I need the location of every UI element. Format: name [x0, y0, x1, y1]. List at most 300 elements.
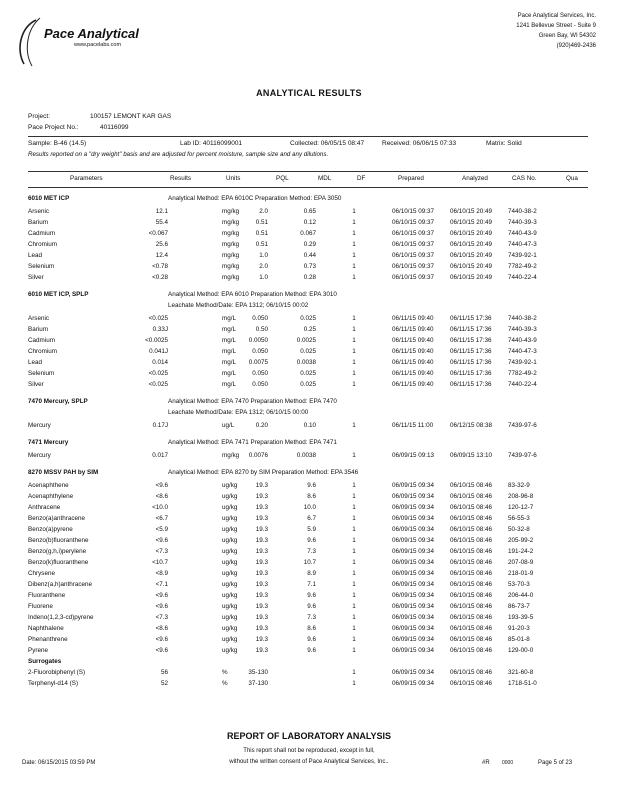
- cell-prepared: 06/09/15 09:34: [392, 482, 435, 489]
- cell-df: 1: [352, 493, 356, 500]
- cell-pql: 19.3: [255, 482, 268, 489]
- cell-df: 1: [352, 526, 356, 533]
- cell-analyzed: 06/10/15 08:46: [450, 614, 493, 621]
- cell-analyzed: 06/10/15 08:46: [450, 493, 493, 500]
- cell-param: Lead: [28, 252, 43, 259]
- table-row: [0, 493, 618, 504]
- cell-pql: 0.0076: [248, 452, 268, 459]
- cell-df: 1: [352, 625, 356, 632]
- cell-df: 1: [352, 422, 356, 429]
- table-row: [0, 359, 618, 370]
- cell-param: Naphthalene: [28, 625, 64, 632]
- cell-units: ug/kg: [222, 504, 238, 511]
- pace-analytical-logo: [14, 14, 164, 74]
- pace-project-value: 40116099: [100, 124, 129, 131]
- pace-project-label: Pace Project No.:: [28, 124, 79, 131]
- project-value: 100157 LEMONT KAR GAS: [90, 113, 172, 120]
- cell-df: 1: [352, 315, 356, 322]
- cell-analyzed: 06/10/15 08:46: [450, 482, 493, 489]
- cell-param: Fluorene: [28, 603, 53, 610]
- table-row: [0, 614, 618, 625]
- cell-result: <9.6: [155, 603, 168, 610]
- received-date: Received: 06/06/15 07:33: [382, 140, 457, 147]
- cell-mdl: 0.65: [303, 208, 316, 215]
- cell-analyzed: 06/10/15 20:49: [450, 219, 493, 226]
- cell-param: Selenium: [28, 370, 55, 377]
- cell-mdl: 6.7: [307, 515, 316, 522]
- cell-pql: 0.51: [255, 219, 268, 226]
- cell-result: 52: [160, 680, 168, 687]
- cell-prepared: 06/10/15 09:37: [392, 208, 435, 215]
- cell-units: ug/kg: [222, 559, 238, 566]
- cell-analyzed: 06/10/15 08:46: [450, 537, 493, 544]
- table-row: [0, 570, 618, 581]
- cell-df: 1: [352, 603, 356, 610]
- cell-mdl: 0.025: [300, 348, 316, 355]
- cell-units: mg/kg: [222, 241, 240, 248]
- cell-prepared: 06/09/15 09:34: [392, 570, 435, 577]
- table-row: [0, 482, 618, 493]
- cell-mdl: 0.067: [300, 230, 316, 237]
- cell-param: Selenium: [28, 263, 55, 270]
- cell-cas: 56-55-3: [508, 515, 530, 522]
- cell-result: 25.6: [155, 241, 168, 248]
- cell-analyzed: 06/10/15 08:46: [450, 548, 493, 555]
- cell-units: mg/L: [222, 348, 236, 355]
- cell-param: Lead: [28, 359, 43, 366]
- cell-df: 1: [352, 515, 356, 522]
- cell-units: ug/kg: [222, 570, 238, 577]
- cell-result: 12.4: [155, 252, 168, 259]
- cell-units: mg/L: [222, 381, 236, 388]
- divider: [28, 187, 588, 188]
- cell-df: 1: [352, 482, 356, 489]
- cell-df: 1: [352, 230, 356, 237]
- cell-analyzed: 06/10/15 20:49: [450, 241, 493, 248]
- table-row: [0, 537, 618, 548]
- cell-units: ug/kg: [222, 537, 238, 544]
- table-row: [0, 381, 618, 392]
- cell-units: mg/kg: [222, 452, 240, 459]
- cell-mdl: 0.025: [300, 370, 316, 377]
- cell-pql: 19.3: [255, 647, 268, 654]
- cell-result: <0.0025: [145, 337, 168, 344]
- cell-param: Dibenz(a,h)anthracene: [28, 581, 93, 588]
- cell-param: Anthracene: [28, 504, 61, 511]
- cell-analyzed: 06/10/15 08:46: [450, 636, 493, 643]
- cell-analyzed: 06/11/15 17:36: [450, 381, 492, 388]
- cell-units: mg/kg: [222, 219, 240, 226]
- collected-date: Collected: 06/05/15 08:47: [290, 140, 365, 147]
- cell-df: 1: [352, 581, 356, 588]
- cell-param: Phenanthrene: [28, 636, 68, 643]
- cell-mdl: 8.6: [307, 625, 316, 632]
- cell-pql: 0.20: [255, 422, 268, 429]
- table-row: [0, 241, 618, 252]
- cell-param: Barium: [28, 219, 48, 226]
- cell-pql: 19.3: [255, 537, 268, 544]
- cell-cas: 1718-51-0: [508, 680, 537, 687]
- page-title: ANALYTICAL RESULTS: [256, 88, 362, 98]
- cell-result: <7.3: [155, 548, 168, 555]
- cell-cas: 7439-97-6: [508, 452, 537, 459]
- cell-pql: 0.0075: [248, 359, 268, 366]
- cell-analyzed: 06/09/15 13:10: [450, 452, 493, 459]
- cell-df: 1: [352, 263, 356, 270]
- cell-units: ug/kg: [222, 592, 238, 599]
- cell-units: %: [222, 669, 228, 676]
- table-row: [0, 647, 618, 658]
- cell-param: Chrysene: [28, 570, 55, 577]
- report-date: Date: 06/15/2015 03:59 PM: [22, 760, 96, 766]
- cell-cas: 191-24-2: [508, 548, 534, 555]
- cell-result: <9.6: [155, 482, 168, 489]
- cell-prepared: 06/09/15 09:34: [392, 592, 435, 599]
- column-header-cas: CAS No.: [512, 175, 537, 182]
- cell-analyzed: 06/10/15 20:49: [450, 252, 493, 259]
- cell-prepared: 06/09/15 09:34: [392, 669, 435, 676]
- column-header-pql: PQL: [276, 175, 289, 182]
- footer-line2: without the written consent of Pace Analytical Services, Inc..: [229, 759, 389, 765]
- cell-mdl: 9.6: [307, 537, 316, 544]
- cell-mdl: 0.0038: [296, 359, 316, 366]
- cell-prepared: 06/09/15 09:34: [392, 636, 435, 643]
- table-row: [0, 669, 618, 680]
- cell-prepared: 06/09/15 09:34: [392, 537, 435, 544]
- cell-prepared: 06/09/15 09:13: [392, 452, 435, 459]
- cell-cas: 7782-49-2: [508, 370, 537, 377]
- cell-df: 1: [352, 337, 356, 344]
- cell-pql: 19.3: [255, 504, 268, 511]
- cell-param: Mercury: [28, 422, 51, 429]
- cell-param: Benzo(b)fluoranthene: [28, 537, 89, 544]
- cell-prepared: 06/11/15 09:40: [392, 326, 434, 333]
- cell-df: 1: [352, 504, 356, 511]
- cell-mdl: 8.6: [307, 493, 316, 500]
- cell-result: <7.3: [155, 614, 168, 621]
- section-method: Analytical Method: EPA 8270 by SIM Preparation Method: EPA 3546: [168, 469, 359, 476]
- cell-mdl: 0.0025: [296, 337, 316, 344]
- cell-pql: 19.3: [255, 570, 268, 577]
- cell-pql: 0.51: [255, 241, 268, 248]
- cell-mdl: 0.25: [303, 326, 316, 333]
- cell-cas: 86-73-7: [508, 603, 530, 610]
- cell-df: 1: [352, 359, 356, 366]
- cell-prepared: 06/11/15 09:40: [392, 359, 434, 366]
- cell-df: 1: [352, 570, 356, 577]
- cell-pql: 0.50: [255, 326, 268, 333]
- table-row: [0, 422, 618, 433]
- cell-prepared: 06/09/15 09:34: [392, 614, 435, 621]
- cell-units: ug/kg: [222, 482, 238, 489]
- cell-result: <0.025: [148, 381, 168, 388]
- cell-result: <9.6: [155, 537, 168, 544]
- cell-analyzed: 06/10/15 08:46: [450, 647, 493, 654]
- column-header-mdl: MDL: [318, 175, 332, 182]
- cell-df: 1: [352, 348, 356, 355]
- cell-df: 1: [352, 252, 356, 259]
- table-row: [0, 680, 618, 691]
- cell-analyzed: 06/10/15 08:46: [450, 581, 493, 588]
- cell-cas: 91-20-3: [508, 625, 530, 632]
- cell-analyzed: 06/10/15 08:46: [450, 504, 493, 511]
- cell-prepared: 06/09/15 09:34: [392, 515, 435, 522]
- table-row: [0, 515, 618, 526]
- table-row: [0, 592, 618, 603]
- cell-units: mg/L: [222, 337, 236, 344]
- cell-param: Chromium: [28, 348, 58, 355]
- cell-result: <6.7: [155, 515, 168, 522]
- column-header-prepared: Prepared: [398, 175, 424, 182]
- cell-param: Benzo(g,h,i)perylene: [28, 548, 87, 555]
- cell-df: 1: [352, 537, 356, 544]
- cell-param: Indeno(1,2,3-cd)pyrene: [28, 614, 94, 621]
- cell-cas: 208-96-8: [508, 493, 534, 500]
- page-number: Page 5 of 23: [538, 760, 573, 766]
- table-row: [0, 526, 618, 537]
- cell-pql: 19.3: [255, 526, 268, 533]
- table-row: [0, 348, 618, 359]
- logo-text: Pace Analytical: [44, 26, 139, 41]
- surrogates-label: Surrogates: [28, 658, 62, 665]
- cell-mdl: 0.73: [303, 263, 316, 270]
- cell-result: 55.4: [155, 219, 168, 226]
- cell-df: 1: [352, 452, 356, 459]
- cell-cas: 7440-38-2: [508, 315, 537, 322]
- cell-cas: 120-12-7: [508, 504, 534, 511]
- cell-df: 1: [352, 614, 356, 621]
- cell-cas: 85-01-8: [508, 636, 530, 643]
- cell-pql: 19.3: [255, 592, 268, 599]
- cell-result: <10.0: [152, 504, 168, 511]
- cell-prepared: 06/11/15 09:40: [392, 348, 434, 355]
- cell-analyzed: 06/10/15 08:46: [450, 570, 493, 577]
- cell-result: 0.017: [152, 452, 168, 459]
- cell-analyzed: 06/11/15 17:36: [450, 370, 492, 377]
- cell-df: 1: [352, 548, 356, 555]
- cell-pql: 2.0: [259, 263, 268, 270]
- cell-units: ug/kg: [222, 625, 238, 632]
- cell-mdl: 10.0: [303, 504, 316, 511]
- cell-analyzed: 06/10/15 08:46: [450, 680, 493, 687]
- cell-pql: 35-130: [248, 669, 268, 676]
- cell-mdl: 0.10: [303, 422, 316, 429]
- cell-cas: 7440-47-3: [508, 348, 537, 355]
- cell-units: ug/kg: [222, 636, 238, 643]
- cell-df: 1: [352, 208, 356, 215]
- company-address1: 1241 Bellevue Street - Suite 9: [516, 23, 596, 29]
- cell-prepared: 06/09/15 09:34: [392, 625, 435, 632]
- cell-param: Terphenyl-d14 (S): [28, 680, 79, 687]
- cell-pql: 19.3: [255, 614, 268, 621]
- cell-prepared: 06/09/15 09:34: [392, 581, 435, 588]
- cell-param: Acenaphthylene: [28, 493, 74, 500]
- cell-pql: 19.3: [255, 603, 268, 610]
- cell-result: <0.28: [152, 274, 168, 281]
- cell-df: 1: [352, 241, 356, 248]
- cell-mdl: 7.3: [307, 614, 316, 621]
- cell-df: 1: [352, 669, 356, 676]
- divider: [28, 171, 588, 172]
- cell-cas: 7782-49-2: [508, 263, 537, 270]
- cell-result: 0.33J: [152, 326, 168, 333]
- cell-units: mg/L: [222, 370, 236, 377]
- cell-result: 56: [160, 669, 168, 676]
- cell-param: Chromium: [28, 241, 58, 248]
- cell-pql: 1.0: [259, 252, 268, 259]
- cell-units: ug/kg: [222, 647, 238, 654]
- cell-cas: 50-32-8: [508, 526, 530, 533]
- cell-cas: 129-00-0: [508, 647, 534, 654]
- cell-cas: 7440-22-4: [508, 381, 537, 388]
- cell-units: mg/L: [222, 315, 236, 322]
- cell-cas: 7439-97-6: [508, 422, 537, 429]
- cell-cas: 7440-38-2: [508, 208, 537, 215]
- cell-df: 1: [352, 274, 356, 281]
- table-row: [0, 636, 618, 647]
- cell-units: mg/kg: [222, 208, 240, 215]
- cell-result: <9.6: [155, 636, 168, 643]
- cell-pql: 1.0: [259, 274, 268, 281]
- table-row: [0, 263, 618, 274]
- cell-mdl: 9.6: [307, 482, 316, 489]
- cell-param: Silver: [28, 381, 44, 388]
- cell-pql: 0.51: [255, 230, 268, 237]
- cell-analyzed: 06/10/15 08:46: [450, 559, 493, 566]
- cell-pql: 19.3: [255, 548, 268, 555]
- table-row: [0, 625, 618, 636]
- cell-units: mg/L: [222, 359, 236, 366]
- cell-prepared: 06/10/15 09:37: [392, 252, 435, 259]
- section-method: Analytical Method: EPA 6010C Preparation Method: EPA 3050: [168, 195, 342, 202]
- table-row: [0, 230, 618, 241]
- cell-result: 0.014: [152, 359, 168, 366]
- cell-pql: 2.0: [259, 208, 268, 215]
- cell-pql: 19.3: [255, 515, 268, 522]
- cell-cas: 7440-39-3: [508, 326, 537, 333]
- cell-df: 1: [352, 647, 356, 654]
- cell-analyzed: 06/11/15 17:36: [450, 359, 492, 366]
- cell-df: 1: [352, 381, 356, 388]
- lab-id: Lab ID: 40116099001: [180, 140, 243, 147]
- cell-mdl: 7.3: [307, 548, 316, 555]
- cell-result: <0.78: [152, 263, 168, 270]
- logo-website: www.pacelabs.com: [74, 42, 122, 48]
- cell-param: Fluoranthene: [28, 592, 66, 599]
- column-header-qual: Qua: [566, 175, 578, 182]
- table-row: [0, 370, 618, 381]
- cell-result: <9.6: [155, 647, 168, 654]
- cell-analyzed: 06/10/15 08:46: [450, 669, 493, 676]
- cell-units: ug/kg: [222, 493, 238, 500]
- cell-cas: 321-60-8: [508, 669, 534, 676]
- cell-analyzed: 06/11/15 17:36: [450, 348, 492, 355]
- cell-analyzed: 06/11/15 17:36: [450, 326, 492, 333]
- cell-prepared: 06/11/15 09:40: [392, 315, 434, 322]
- cell-param: Benzo(k)fluoranthene: [28, 559, 89, 566]
- cell-result: <0.025: [148, 315, 168, 322]
- cell-analyzed: 06/11/15 17:36: [450, 315, 492, 322]
- cell-pql: 19.3: [255, 581, 268, 588]
- cell-result: <8.9: [155, 570, 168, 577]
- company-phone: (920)469-2436: [556, 43, 596, 49]
- cell-prepared: 06/10/15 09:37: [392, 219, 435, 226]
- cell-units: mg/L: [222, 326, 236, 333]
- matrix: Matrix: Solid: [486, 140, 522, 147]
- cell-cas: 7440-43-9: [508, 337, 537, 344]
- cell-mdl: 9.6: [307, 592, 316, 599]
- cell-prepared: 06/10/15 09:37: [392, 263, 435, 270]
- cell-cas: 218-01-9: [508, 570, 534, 577]
- table-row: [0, 315, 618, 326]
- cell-cas: 83-32-9: [508, 482, 530, 489]
- cell-prepared: 06/09/15 09:34: [392, 526, 435, 533]
- cell-result: <5.9: [155, 526, 168, 533]
- section-method: Analytical Method: EPA 7470 Preparation Method: EPA 7470: [168, 398, 337, 405]
- cell-analyzed: 06/10/15 08:46: [450, 515, 493, 522]
- cell-mdl: 0.44: [303, 252, 316, 259]
- section-method: Analytical Method: EPA 7471 Preparation Method: EPA 7471: [168, 439, 337, 446]
- cell-units: mg/kg: [222, 263, 240, 270]
- column-header-df: DF: [357, 175, 366, 182]
- cell-cas: 193-39-5: [508, 614, 534, 621]
- cell-df: 1: [352, 559, 356, 566]
- cell-mdl: 0.0038: [296, 452, 316, 459]
- project-label: Project:: [28, 113, 51, 120]
- cell-param: Cadmium: [28, 337, 55, 344]
- cell-pql: 19.3: [255, 493, 268, 500]
- cell-mdl: 0.29: [303, 241, 316, 248]
- cell-analyzed: 06/10/15 08:46: [450, 526, 493, 533]
- column-header-units: Units: [226, 175, 241, 182]
- cell-df: 1: [352, 592, 356, 599]
- cell-analyzed: 06/10/15 20:49: [450, 230, 493, 237]
- cell-result: <10.7: [152, 559, 168, 566]
- cell-units: mg/kg: [222, 252, 240, 259]
- cell-pql: 37-130: [248, 680, 268, 687]
- cell-param: Benzo(a)anthracene: [28, 515, 86, 522]
- cell-mdl: 9.6: [307, 636, 316, 643]
- section-title: 8270 MSSV PAH by SIM: [28, 469, 99, 476]
- cell-cas: 7439-92-1: [508, 359, 537, 366]
- column-header-row: [0, 175, 618, 186]
- table-row: [0, 452, 618, 463]
- cell-pql: 0.050: [252, 381, 268, 388]
- cell-cas: 7439-92-1: [508, 252, 537, 259]
- table-row: [0, 252, 618, 263]
- cell-pql: 0.050: [252, 348, 268, 355]
- cell-param: Silver: [28, 274, 44, 281]
- cell-param: Arsenic: [28, 208, 49, 215]
- cell-prepared: 06/11/15 09:40: [392, 337, 434, 344]
- cell-units: mg/kg: [222, 274, 240, 281]
- company-address2: Green Bay, WI 54302: [538, 33, 596, 39]
- cell-result: 0.041J: [149, 348, 168, 355]
- section-leachate: Leachate Method/Date: EPA 1312; 06/10/15 00:00: [168, 409, 309, 416]
- cell-units: ug/kg: [222, 515, 238, 522]
- cell-result: 0.17J: [152, 422, 168, 429]
- cell-mdl: 10.7: [303, 559, 316, 566]
- cell-prepared: 06/09/15 09:34: [392, 647, 435, 654]
- cell-prepared: 06/09/15 09:34: [392, 603, 435, 610]
- cell-df: 1: [352, 636, 356, 643]
- cell-result: <8.6: [155, 625, 168, 632]
- cell-result: <7.1: [155, 581, 168, 588]
- cell-units: ug/kg: [222, 526, 238, 533]
- section-method: Analytical Method: EPA 6010 Preparation Method: EPA 3010: [168, 291, 337, 298]
- footer-code: 0000: [502, 760, 514, 766]
- section-title: 6010 MET ICP: [28, 195, 70, 202]
